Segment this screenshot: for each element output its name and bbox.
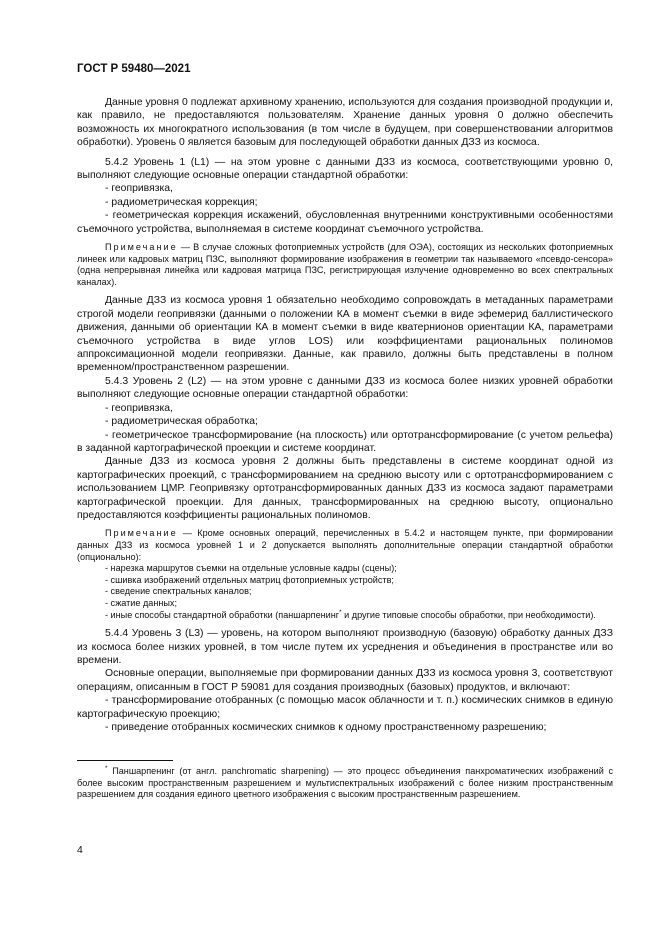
note-list-text: и другие типовые способы обработки, при необходимости). (341, 609, 596, 620)
note-list-item: - сшивка изображений отдельных матриц фотоприемных устройств; (105, 574, 394, 585)
list-item: - геопривязка, (105, 402, 173, 414)
paragraph-level1-metadata: Данные ДЗЗ из космоса уровня 1 обязательно необходимо сопровождать в метаданных параметрами строгой модели геопривязки (данными о положении КА в момент съемки в виде эфемерид баллистического движения, данными об ориентации КА в момент съемки в виде кватернионов ориентации КА, параметрами съемочного устройства в виде углов LOS) или коэффициентами рациональных полиномов аппроксимационной модели геопривязки. Данные, как правило, должны быть представлены в полном временном/пространственном разрешении. (77, 295, 613, 374)
note-pseudo-sensor (77, 242, 613, 288)
note-additional-operations (77, 528, 613, 563)
list-item: - геометрическая коррекция искажений, обусловленная внутренними конструктивными особенностями съемочного устройства, выполняемая в системе координат съемочного устройства. (77, 210, 613, 235)
note-label: Примечание (105, 528, 178, 539)
note-label: Примечание (105, 242, 178, 253)
list-item: - приведение отобранных космических снимков к одному пространственному разрешению; (105, 721, 547, 733)
list-item: - геометрическое трансформирование (на плоскость) или ортотрансформирование (с учетом рельефа) в заданной картографической проекции и системе координат. (77, 429, 613, 454)
document-header: ГОСТ Р 59480—2021 (77, 63, 191, 75)
paragraph-level3-operations: Основные операции, выполняемые при формировании данных ДЗЗ из космоса уровня 3, соответствуют операциям, описанным в ГОСТ Р 59081 для создания производных (базовых) продуктов, и включают: (77, 668, 613, 693)
list-item: - геопривязка, (105, 183, 173, 195)
note-list-text: - иные способы стандартной обработки (паншарпенинг (105, 609, 340, 620)
footnote-mark: * (105, 764, 108, 772)
note-list-item: - сжатие данных; (105, 597, 177, 608)
list-item: - трансформирование отобранных (с помощью масок облачности и т. п.) космических снимков в единую картографическую проекцию; (77, 695, 613, 720)
note-list-item: - сведение спектральных каналов; (105, 586, 252, 597)
footnote-text: Паншарпенинг (от англ. panchromatic sharpening) — это процесс объединения панхроматических изображений с более высоким пространственным разрешением и мультиспектральных изображений с более низким пространственным разрешением для создания единого цветного изображения с высоким пространственным разрешением. (77, 766, 613, 800)
footnote-divider (77, 760, 173, 761)
footnote (77, 766, 613, 801)
paragraph-level0-storage: Данные уровня 0 подлежат архивному хранению, используются для создания производной продукции и, как правило, не предоставляются пользователям. Хранение данных уровня 0 должно обеспечить возможность их многократного использования (в том числе в будущем, при совершенствовании алгоритмов обработки). Уровень 0 является базовым для последующей обработки данных ДЗЗ из космоса. (77, 97, 613, 149)
note-text: — В случае сложных фотоприемных устройств (для ОЭА), состоящих из нескольких фотоприемных линеек или кадровых матриц ПЗС, выполняют формирование изображения в геометрии так называемого «псевдо-сенсора» (одна непрерывная линейка или кадровая матрица ПЗС, регистрирующая излучение одновременно во всех спектральных каналах). (77, 242, 613, 287)
paragraph-level3-heading: 5.4.4 Уровень 3 (L3) — уровень, на котором выполняют производную (базовую) обработку данных ДЗЗ из космоса более низких уровней, в том числе путем их усреднения и объединения в пространстве или во времени. (77, 628, 613, 666)
note-list-item (77, 610, 613, 622)
paragraph-level2-heading: 5.4.3 Уровень 2 (L2) — на этом уровне с данными ДЗЗ из космоса более низких уровней обработки выполняют следующие основные операции стандартной обработки: (77, 375, 613, 401)
paragraph-level2-projection: Данные ДЗЗ из космоса уровня 2 должны быть представлены в системе координат одной из картографических проекций, с трансформированием на среднюю высоту или с ортотрансформированием с использованием ЦМР. Геопривязку ортотрансформированных данных ДЗЗ из космоса задают параметрами картографической проекции. Для данных, трансформированных на среднюю высоту, опционально предоставляются коэффициенты рациональных полиномов. (77, 456, 613, 521)
document-body (77, 96, 613, 734)
list-item: - радиометрическая коррекция; (105, 196, 258, 208)
note-text: — Кроме основных операций, перечисленных в 5.4.2 и настоящем пункте, при формировании данных ДЗЗ из космоса уровней 1 и 2 допускается выполнять дополнительные операции стандартной обработки (опционально): (77, 528, 613, 562)
note-list-item: - нарезка маршрутов съемки на отдельные условные кадры (сцены); (105, 563, 397, 574)
paragraph-level1-heading: 5.4.2 Уровень 1 (L1) — на этом уровне с данными ДЗЗ из космоса, соответствующими уровню 0, выполняют следующие основные операции стандартной обработки: (77, 156, 613, 182)
list-item: - радиометрическая обработка; (105, 416, 258, 428)
page-number: 4 (77, 845, 83, 856)
footnote-reference[interactable]: * (339, 608, 342, 616)
